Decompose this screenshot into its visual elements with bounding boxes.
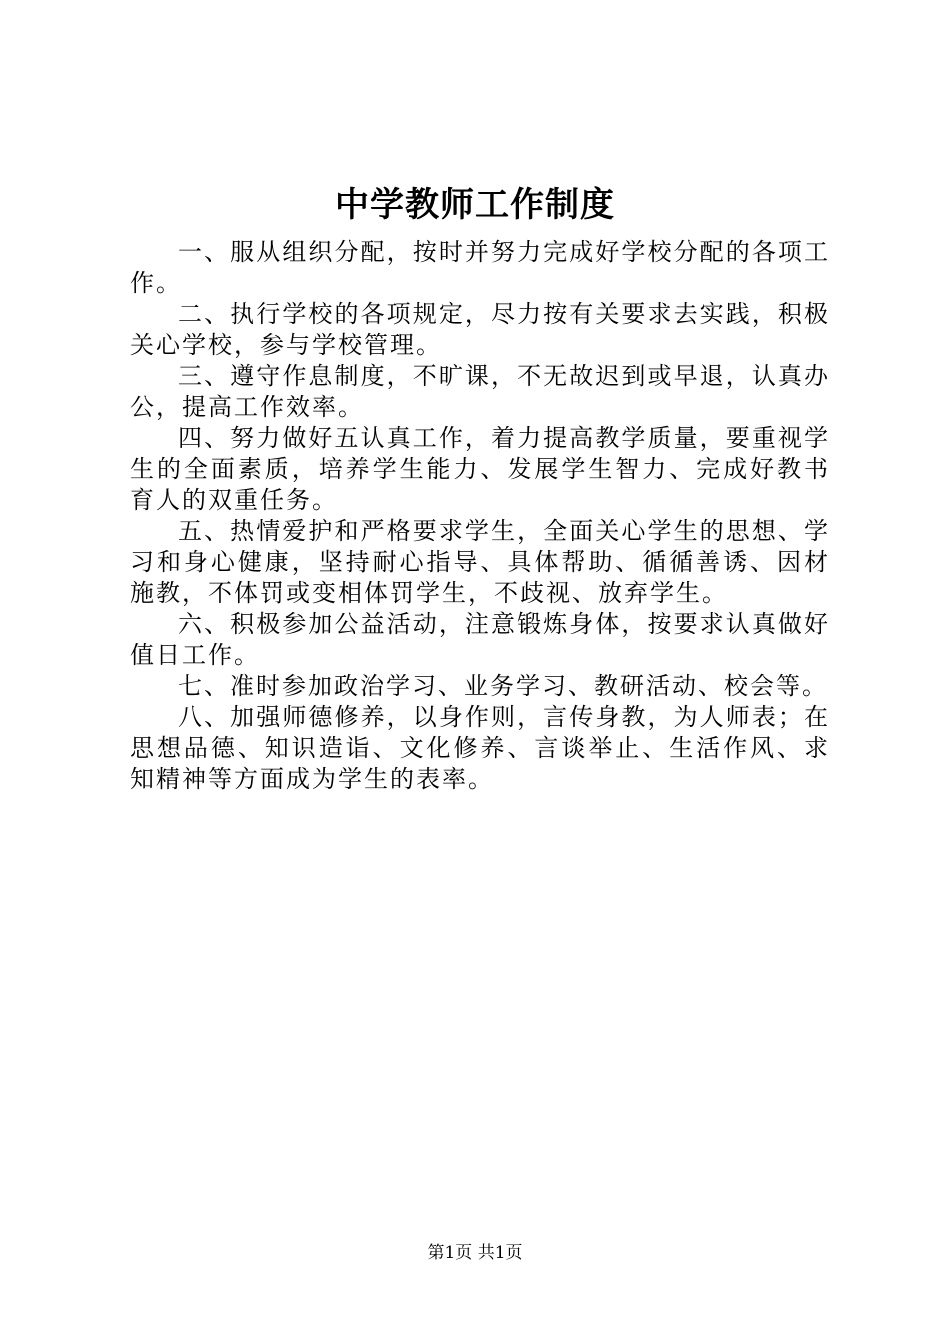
paragraph-7: 七、准时参加政治学习、业务学习、教研活动、校会等。 xyxy=(178,672,828,700)
paragraph-1: 一、服从组织分配，按时并努力完成好学校分配的各项工作。 xyxy=(130,238,830,297)
document-title: 中学教师工作制度 xyxy=(335,185,615,225)
paragraph-3: 三、遵守作息制度，不旷课，不无故迟到或早退，认真办公，提高工作效率。 xyxy=(130,362,830,421)
paragraph-2: 二、执行学校的各项规定，尽力按有关要求去实践，积极关心学校，参与学校管理。 xyxy=(130,300,830,359)
paragraph-5: 五、热情爱护和严格要求学生，全面关心学生的思想、学习和身心健康，坚持耐心指导、具体帮助、循循善诱、因材施教，不体罚或变相体罚学生，不歧视、放弃学生。 xyxy=(130,517,830,607)
page-number-footer: 第1页 共1页 xyxy=(427,1243,523,1263)
paragraph-6: 六、积极参加公益活动，注意锻炼身体，按要求认真做好值日工作。 xyxy=(130,610,830,669)
document-body xyxy=(130,237,830,795)
paragraph-8: 八、加强师德修养，以身作则，言传身教，为人师表；在思想品德、知识造诣、文化修养、言谈举止、生活作风、求知精神等方面成为学生的表率。 xyxy=(130,703,830,793)
paragraph-4: 四、努力做好五认真工作，着力提高教学质量，要重视学生的全面素质，培养学生能力、发展学生智力、完成好教书育人的双重任务。 xyxy=(130,424,830,514)
